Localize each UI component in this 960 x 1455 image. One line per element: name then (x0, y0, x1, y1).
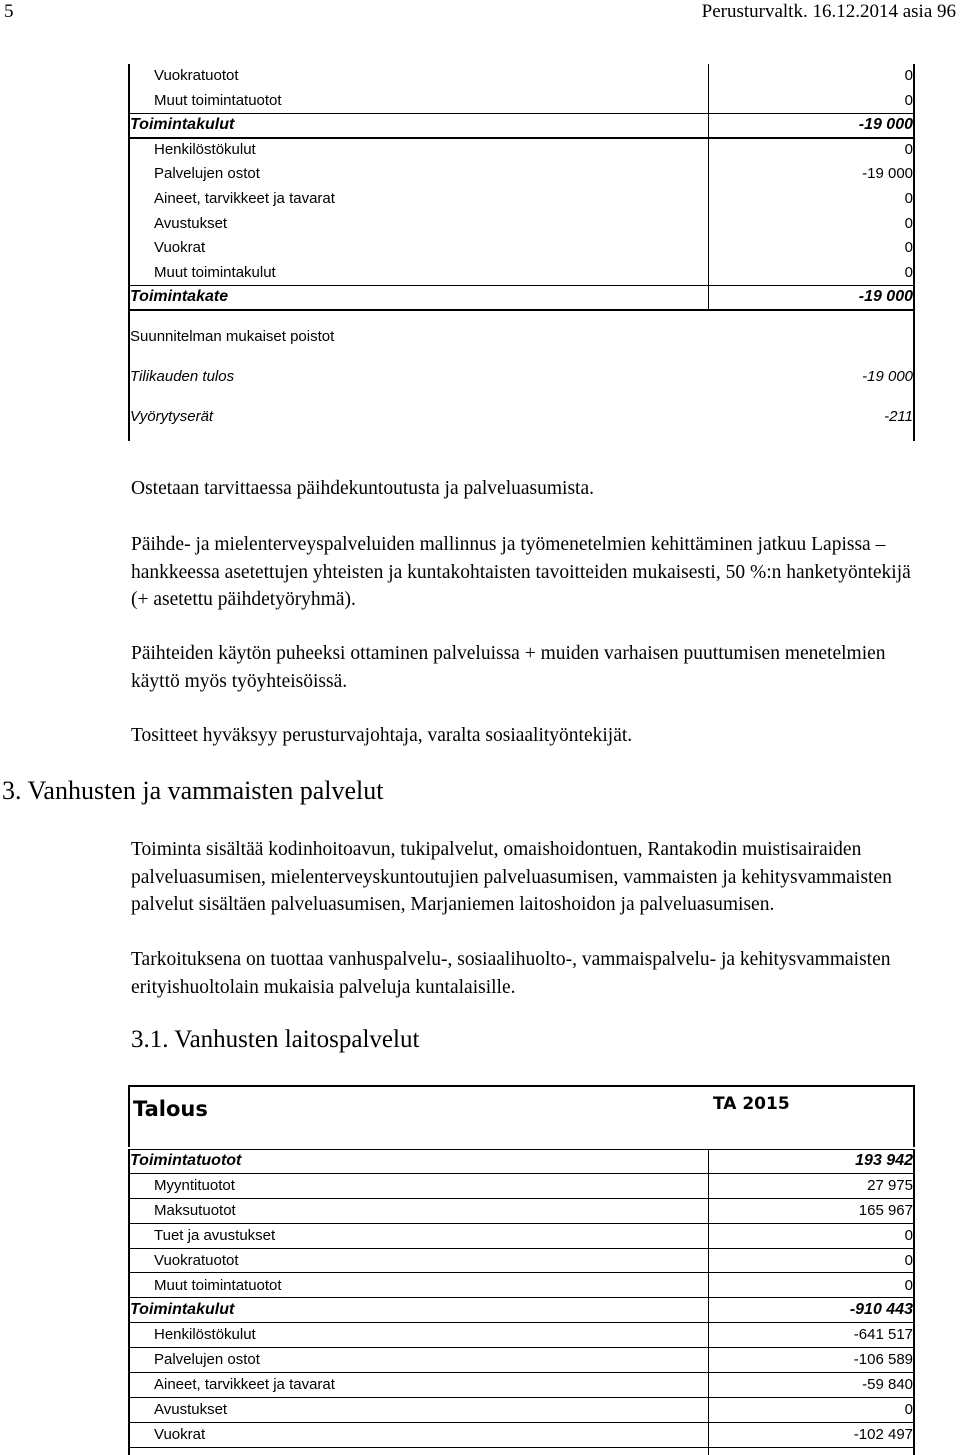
table-row (128, 64, 915, 89)
row-value: 0 (904, 239, 913, 257)
table-row (128, 350, 915, 390)
table-row (128, 187, 915, 212)
row-value: 0 (904, 1401, 913, 1418)
page-header (0, 0, 960, 28)
table-border (128, 1149, 130, 1455)
row-label: Palvelujen ostot (154, 165, 260, 183)
table-row (128, 1199, 915, 1224)
row-label: Aineet, tarvikkeet ja tavarat (154, 190, 335, 207)
table-row (128, 138, 915, 163)
row-label: Vuokrat (154, 239, 206, 257)
table-rule (128, 1149, 915, 1150)
row-value: -19 000 (858, 116, 913, 134)
budget-table-2 (128, 1149, 915, 1455)
row-value: -106 589 (853, 1351, 913, 1369)
row-value: 0 (904, 1251, 913, 1269)
row-value: 0 (904, 190, 913, 207)
paragraph-6: Tarkoituksena on tuottaa vanhuspalvelu-, sosiaalihuolto-, vammaispalvelu- ja kehitysvammaisten erityishuoltolain mukaisia palveluja kuntalaisille. (131, 949, 891, 998)
row-value: -211 (884, 408, 913, 425)
table-border (913, 1149, 915, 1455)
paragraph-3: Päihteiden käytön puheeksi ottaminen palveluissa + muiden varhaisen puuttumisen menetelmien käyttö myös työyhteisöissä. (131, 643, 886, 692)
table-rule (128, 113, 915, 114)
table-border (708, 64, 709, 310)
row-label: Vuokrat (154, 1425, 206, 1443)
table-row (128, 1348, 915, 1373)
row-label: Henkilöstökulut (154, 1326, 256, 1344)
row-label: Toimintatuotot (130, 1152, 242, 1169)
paragraph-5: Toiminta sisältää kodinhoitoavun, tukipalvelut, omaishoidontuen, Rantakodin muistisairaiden palveluasumisen, mielenterveyskuntoutujien palveluasumisen, vammaisten ja kehitysvammaisten palvelut sisältäen palveluasumisen, Marjaniemen laitoshoidon ja palveluasumisen. (131, 839, 892, 915)
table-row (128, 285, 915, 310)
row-label: Muut toimintakulut (154, 263, 276, 281)
row-value: 0 (904, 1276, 913, 1294)
row-label: Tilikauden tulos (130, 368, 235, 385)
talous-header-box (128, 1085, 915, 1147)
table-rule (128, 310, 915, 311)
subsection-heading: 3.1. Vanhusten laitospalvelut (131, 1026, 420, 1053)
table-row (128, 1224, 915, 1249)
row-value: 0 (904, 91, 913, 109)
table-border (913, 64, 915, 441)
table-rule (128, 138, 915, 139)
row-label: Toimintakulut (130, 116, 235, 134)
table-rule (128, 285, 915, 286)
table-row (128, 1298, 915, 1323)
row-label: Henkilöstökulut (154, 140, 256, 158)
table-row (128, 162, 915, 187)
row-label: Toimintakate (130, 288, 229, 306)
table-row (128, 212, 915, 237)
table-row (128, 1274, 915, 1299)
table-row (128, 236, 915, 261)
row-label: Vuokratuotot (154, 1251, 239, 1269)
paragraph-2: Päihde- ja mielenterveyspalveluiden mallinnus ja työmenetelmien kehittäminen jatkuu Lapissa –hankkeessa asetettujen yhteisten ja kuntakohtaisten tavoitteiden mukaisesti, 50 %:n hanketyöntekijä (+ asetettu päihdetyöryhmä). (131, 534, 911, 610)
row-value: 0 (904, 67, 913, 84)
table-row (128, 1249, 915, 1274)
budget-table-1 (128, 64, 915, 441)
table-row (128, 1423, 915, 1448)
row-value: -19 000 (858, 288, 913, 306)
table-row (128, 89, 915, 114)
table-row (128, 1149, 915, 1174)
row-label: Tuet ja avustukset (154, 1226, 276, 1244)
row-value: -102 497 (853, 1425, 913, 1443)
paragraph-1: Ostetaan tarvittaessa päihdekuntoutusta ja palveluasumista. (131, 478, 594, 499)
table-row (128, 1373, 915, 1398)
row-label: Aineet, tarvikkeet ja tavarat (154, 1376, 335, 1394)
row-value: 0 (904, 214, 913, 232)
row-label: Vyörytyserät (130, 408, 214, 425)
table-row (128, 1398, 915, 1423)
row-value: 165 967 (858, 1201, 913, 1219)
row-value: -59 840 (862, 1376, 913, 1394)
row-value: -910 443 (849, 1301, 913, 1319)
row-value: -19 000 (862, 368, 913, 385)
row-value: 27 975 (867, 1176, 913, 1194)
row-value: -19 000 (862, 165, 913, 183)
section-heading: 3. Vanhusten ja vammaisten palvelut (2, 776, 384, 805)
row-label: Muut toimintatuotot (154, 1276, 282, 1294)
row-label: Suunnitelman mukaiset poistot (130, 328, 335, 345)
table-row (128, 113, 915, 138)
table-row (128, 1323, 915, 1348)
row-value: 193 942 (855, 1152, 913, 1169)
table-row (128, 261, 915, 286)
row-label: Avustukset (154, 1401, 228, 1418)
table-row (128, 1174, 915, 1199)
row-label: Avustukset (154, 214, 228, 232)
talous-title: Talous (133, 1097, 208, 1121)
row-value: -641 517 (853, 1326, 913, 1344)
paragraph-4: Tositteet hyväksyy perusturvajohtaja, varalta sosiaalityöntekijät. (131, 725, 633, 746)
row-label: Palvelujen ostot (154, 1351, 260, 1369)
row-value: 0 (904, 140, 913, 158)
document-reference: Perusturvaltk. 16.12.2014 asia 96 (701, 1, 956, 22)
row-label: Vuokratuotot (154, 67, 239, 84)
row-label: Toimintakulut (130, 1301, 235, 1319)
budget-year-column: TA 2015 (713, 1094, 790, 1114)
page-number: 5 (4, 1, 14, 22)
row-value: 0 (904, 1226, 913, 1244)
row-label: Myyntituotot (154, 1176, 235, 1194)
table-border (708, 1149, 709, 1455)
table-row (128, 390, 915, 430)
row-value: 0 (904, 263, 913, 281)
table-row (128, 310, 915, 350)
row-label: Maksutuotot (154, 1201, 236, 1219)
row-label: Muut toimintatuotot (154, 91, 282, 109)
table-border (128, 64, 130, 441)
